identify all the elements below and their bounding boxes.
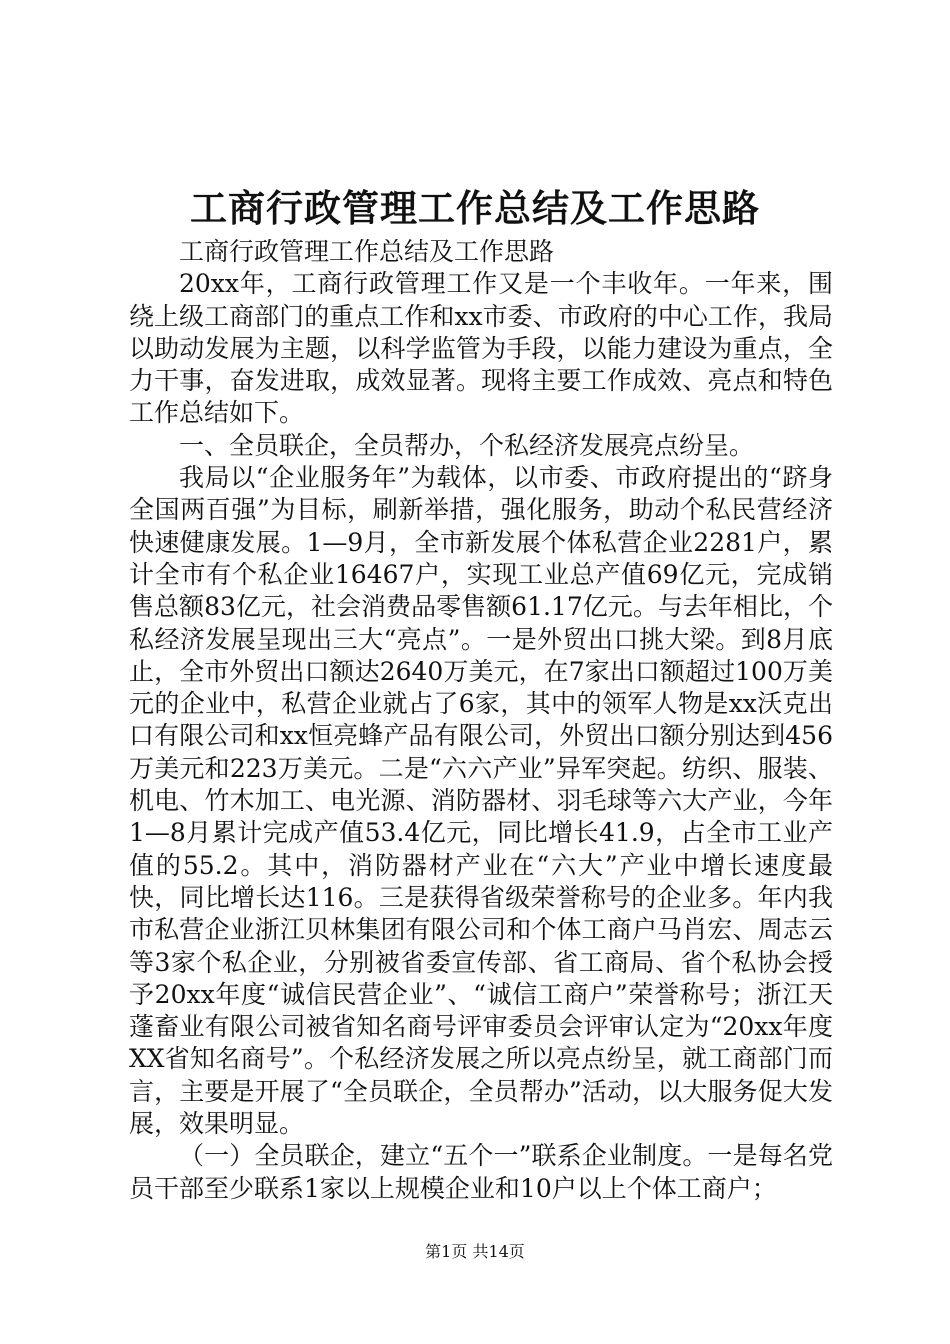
page-footer: 第1页 共14页 bbox=[425, 1242, 525, 1261]
paragraph-subsection-1: （一）全员联企，建立“五个一”联系企业制度。一是每名党员干部至少联系1家以上规模企业和10户以上个体工商户； bbox=[129, 1141, 833, 1203]
document-title: 工商行政管理工作总结及工作思路 bbox=[190, 186, 760, 230]
paragraph-main: 我局以“企业服务年”为载体，以市委、市政府提出的“跻身全国两百强”为目标，刷新举措，强化服务，助动个私民营经济快速健康发展。1—9月，全市新发展个体私营企业2281户，累计全市有个私企业16467户，实现工业总产值69亿元，完成销售总额83亿元，社会消费品零售额61.17亿元。与去年相比，个私经济发展呈现出三大“亮点”。一是外贸出口挑大梁。到8月底止，全市外贸出口额达2640万美元，在7家出口额超过100万美元的企业中，私营企业就占了6家，其中的领军人物是xx沃克出口有限公司和xx恒亮蜂产品有限公司，外贸出口额分别达到456万美元和223万美元。二是“六六产业”异军突起。纺织、服装、机电、竹木加工、电光源、消防器材、羽毛球等六大产业，今年1—8月累计完成产值53.4亿元，同比增长41.9，占全市工业产值的55.2。其中，消防器材产业在“六大”产业中增长速度最快，同比增长达116。三是获得省级荣誉称号的企业多。年内我市私营企业浙江贝林集团有限公司和个体工商户马肖宏、周志云等3家个私企业，分别被省委宣传部、省工商局、省个私协会授予20xx年度“诚信民营企业”、“诚信工商户”荣誉称号；浙江天蓬畜业有限公司被省知名商号评审委员会评审认定为“20xx年度XX省知名商号”。个私经济发展之所以亮点纷呈，就工商部门而言，主要是开展了“全员联企，全员帮办”活动，以大服务促大发展，效果明显。 bbox=[129, 463, 833, 1139]
document-body bbox=[129, 236, 833, 1205]
paragraph-subtitle: 工商行政管理工作总结及工作思路 bbox=[179, 237, 555, 266]
paragraph-intro: 20xx年，工商行政管理工作又是一个丰收年。一年来，围绕上级工商部门的重点工作和xx市委、市政府的中心工作，我局以助动发展为主题，以科学监管为手段，以能力建设为重点，全力干事，奋发进取，成效显著。现将主要工作成效、亮点和特色工作总结如下。 bbox=[129, 269, 833, 428]
section-heading-1: 一、全员联企，全员帮办，个私经济发展亮点纷呈。 bbox=[179, 430, 755, 460]
